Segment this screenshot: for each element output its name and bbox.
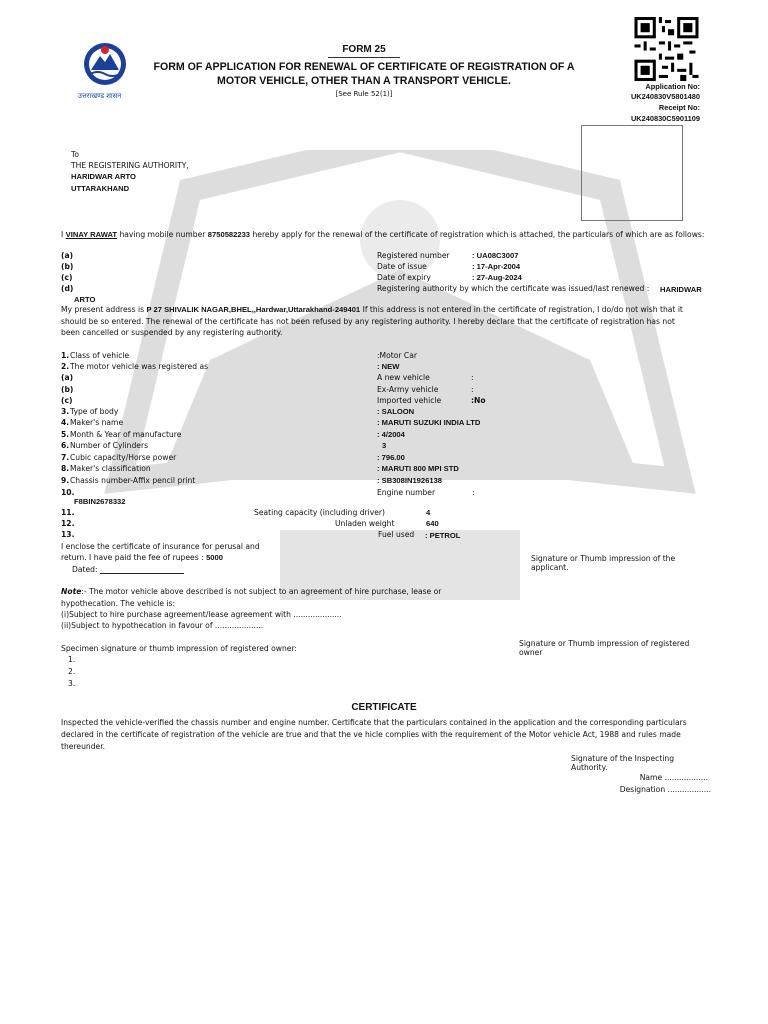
vehicle-row-value: : 4/2004 [377,430,405,439]
seating-capacity: 4 [426,508,431,517]
owner-signature-label: Signature or Thumb impression of registered [519,639,690,648]
date-line [100,565,184,574]
certificate-title: CERTIFICATE [351,702,417,713]
applicant-signature-label: Signature or Thumb impression of the [531,554,676,563]
vehicle-row-label: Cubic capacity/Horse power [70,453,177,462]
vehicle-row-value: A new vehicle [377,373,430,382]
inspector-name: Name .................. [639,773,708,782]
vehicle-row-number: 9. [61,476,70,485]
vehicle-row-label: Maker's classification [70,464,151,473]
note-paragraph: Note:- The motor vehicle above described is not subject to an agreement of hire purchase, lease or [61,587,442,596]
date-of-issue: : 17-Apr-2004 [472,262,521,271]
vehicle-row-value: : SB308IN1926138 [377,476,443,485]
vehicle-row-label: Chassis number-Affix pencil print [70,476,196,485]
vehicle-row-value: Ex-Army vehicle [377,385,439,394]
vehicle-row-number: 5. [61,430,70,439]
fee-amount: 5000 [206,553,223,562]
vehicle-row-label: Month & Year of manufacture [70,430,182,439]
specimen-item: 2. [68,667,76,676]
mobile-number: 8750582233 [207,230,251,239]
vehicle-row-value: : 796.00 [377,453,405,462]
specimen-item: 3. [68,679,76,688]
logo-caption: उत्तराखण्ड शासन [78,93,122,100]
authority-line2: HARIDWAR ARTO [71,172,136,181]
inspecting-authority-signature: Signature of the Inspecting [571,754,675,763]
to-label: To [71,150,79,159]
fuel-used: : PETROL [425,531,461,540]
vehicle-row-number: 4. [61,418,70,427]
application-number: UK240830V5801480 [630,92,700,101]
specimen-item: 1. [68,655,76,664]
registered-number: : UA08C3007 [472,251,519,260]
vehicle-row-label: The motor vehicle was registered as [70,362,209,371]
vehicle-row-number: (b) [61,385,74,394]
registering-authority: HARIDWAR [660,285,702,294]
address-paragraph: My present address is P 27 SHIVALIK NAGAR,BHEL,,Hardwar,Uttarakhand-249401 If this address is not entered in the certificate of registration, I do/do not wish that it [61,305,683,314]
applicant-name: VINAY RAWAT [65,230,118,239]
vehicle-row-number: 6. [61,441,70,450]
vehicle-row-number: (c) [61,396,73,405]
vehicle-row-number: 1. [61,351,70,360]
specimen-label: Specimen signature or thumb impression of registered owner: [61,644,297,653]
vehicle-row-label: Class of vehicle [70,351,130,360]
date-of-expiry: : 27-Aug-2024 [472,273,522,282]
vehicle-row-value: :Motor Car [377,351,417,360]
unladen-weight: 640 [426,519,439,528]
engine-number: F8BIN2678332 [74,497,126,506]
vehicle-row-value: : NEW [377,362,400,371]
authority-line3: UTTARAKHAND [71,184,130,193]
vehicle-row-value: 3 [382,441,387,450]
qr-code [633,17,700,81]
vehicle-row-number: 3. [61,407,70,416]
rule-reference: [See Rule 52(1)] [335,90,393,98]
inspector-designation: Designation .................. [619,785,711,794]
vehicle-row-label: Number of Cylinders [70,441,149,450]
vehicle-row-extra: :No [471,396,486,405]
vehicle-row-value: : MARUTI 800 MPI STD [377,464,459,473]
vehicle-row-number: (a) [61,373,74,382]
vehicle-row-value: : MARUTI SUZUKI INDIA LTD [377,418,481,427]
vehicle-row-number: 8. [61,464,70,473]
vehicle-row-label: Maker's name [70,418,124,427]
vehicle-row-value: : SALOON [377,407,415,416]
intro-paragraph: I VINAY RAWAT having mobile number 8750582233 hereby apply for the renewal of the certificate of registration which is attached, the particulars of which are as follows: [61,230,705,239]
vehicle-row-number: 2. [61,362,70,371]
vehicle-row-value: Imported vehicle [377,396,442,405]
vehicle-row-number: 7. [61,453,70,462]
form-number: FORM 25 [328,44,400,58]
photo-box [581,125,683,221]
application-number-label: Application No: [645,82,700,91]
receipt-number-label: Receipt No: [658,103,700,112]
present-address: P 27 SHIVALIK NAGAR,BHEL,,Hardwar,Uttarakhand-249401 [146,305,361,314]
vehicle-row-extra: : [471,385,474,394]
vehicle-row-extra: : [471,373,474,382]
vehicle-row-label: Type of body [70,407,119,416]
form-title-line1: FORM OF APPLICATION FOR RENEWAL OF CERTIFICATE OF REGISTRATION OF A [153,61,575,73]
receipt-number: UK240830C5901109 [630,114,700,123]
authority-line1: THE REGISTERING AUTHORITY, [71,161,189,170]
uttarakhand-emblem-logo [76,40,134,92]
form-title-line2: MOTOR VEHICLE, OTHER THAN A TRANSPORT VEHICLE. [217,75,511,87]
